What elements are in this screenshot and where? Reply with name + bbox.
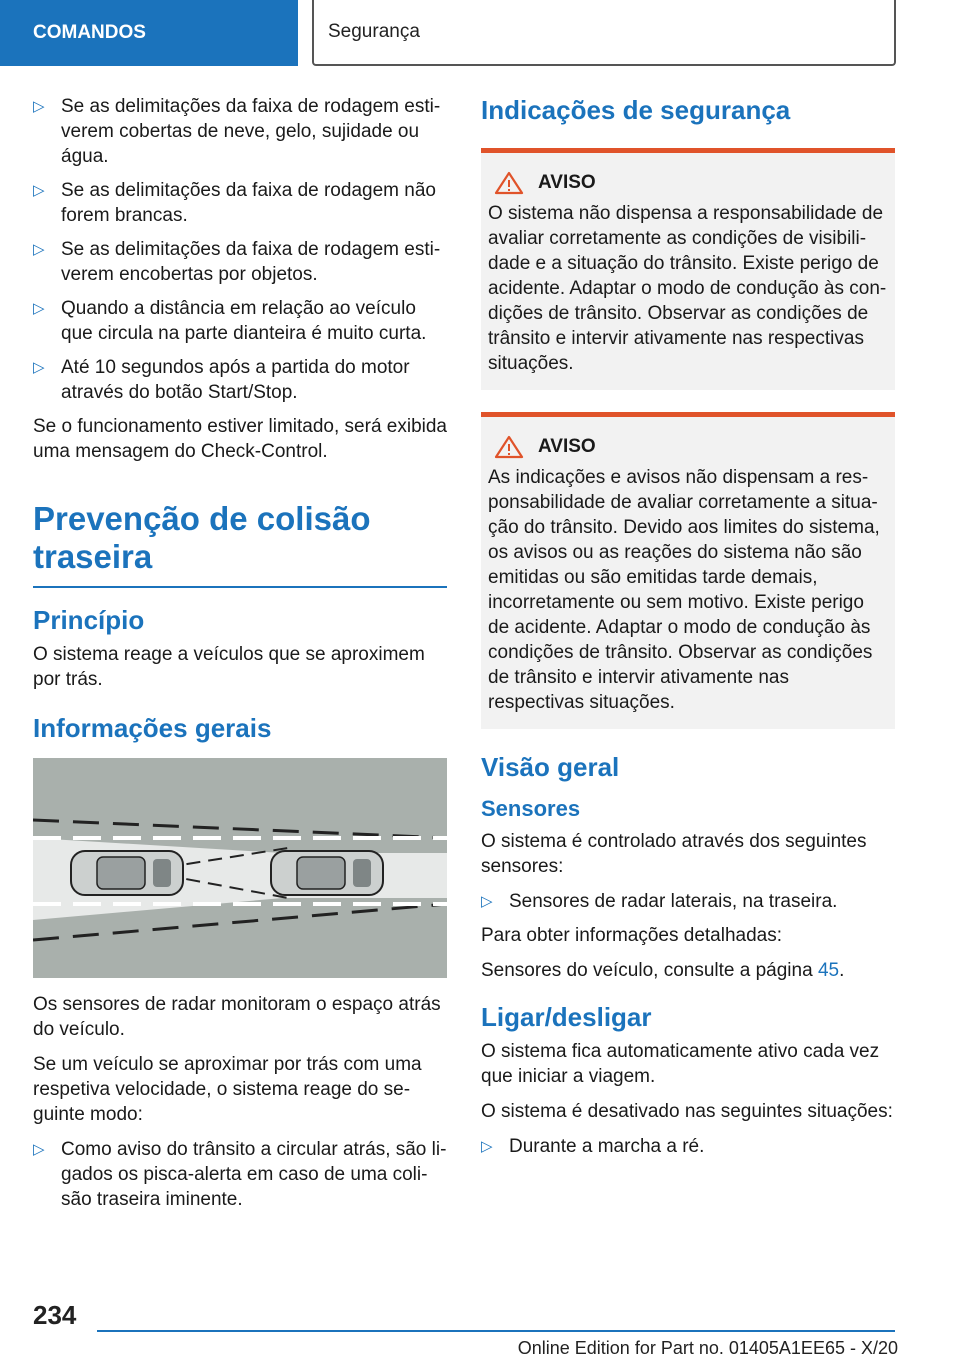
section-title: Prevenção de colisão traseira [33,500,371,575]
rear-car-icon [71,851,183,895]
heading-ligar-desligar: Ligar/desligar [481,1002,652,1032]
section-divider [33,586,447,588]
limitations-list [33,94,447,405]
radar-monitor-text: Os sensores de radar monitoram o espaço atrás do veículo. [33,994,441,1040]
right-column [481,94,895,1168]
detalhadas-text: Para obter informações detalhadas: [481,925,783,946]
triangle-bullet-icon: ▷ [33,182,45,199]
warning-text: As indicações e avisos não dispensam a responsabilidade de avaliar corretamente a situação do trânsito. Devido aos limites do sistema, os avisos ou as reações do sistema não são emitidas ou são emitidas tarde demais, incorretamente ou sem motivo. Existe perigo de acidente. Adaptar o modo de condução às condições de trânsito. Observar as condições de trânsito e intervir ativamente nas respectivas situações. [488,467,880,713]
heading-principio: Princípio [33,605,145,635]
warning-triangle-icon [494,435,524,459]
triangle-bullet-icon: ▷ [33,241,45,258]
triangle-bullet-icon: ▷ [33,1141,45,1158]
list-item: ▷ Quando a distância em relação ao veículo que circula na parte dianteira é muito curta. [33,298,427,344]
triangle-bullet-icon: ▷ [33,300,45,317]
triangle-bullet-icon: ▷ [33,98,45,115]
heading-informacoes-gerais: Informações gerais [33,713,272,743]
page-link[interactable]: 45 [817,960,840,981]
heading-sensores: Sensores [481,796,581,821]
warning-text: O sistema não dispensa a responsabilidade de avaliar corretamente as condições de visibilidade e a situação do trânsito. Existe perigo de acidente. Adaptar o modo de condução às condições de trânsito. Observar as condições de trânsito e intervir ativamente nas respectivas situações. [488,203,887,374]
sensores-text: O sistema é controlado através dos seguintes sensores: [481,831,867,877]
sensores-list [481,889,895,914]
heading-indicacoes: Indicações de segurança [481,95,791,125]
chapter-title: Segurança [328,21,420,42]
warning-box [481,148,895,390]
triangle-bullet-icon: ▷ [481,893,493,910]
deactivated-text: O sistema é desativado nas seguintes situações: [481,1101,893,1122]
warning-title: AVISO [538,172,596,193]
rear-collision-illustration [33,758,447,978]
reaction-list [33,1137,447,1212]
footer-divider [97,1330,895,1332]
section-tab-label: COMANDOS [33,22,146,43]
principio-text: O sistema reage a veículos que se aproximem por trás. [33,644,425,690]
page-number: 234 [33,1300,77,1330]
warning-box [481,412,895,729]
left-column [33,94,447,1221]
triangle-bullet-icon: ▷ [481,1138,493,1155]
list-item: ▷ Durante a marcha a ré. [481,1136,705,1157]
list-item: ▷ Se as delimitações da faixa de rodagem estiverem encobertas por objetos. [33,239,441,285]
auto-active-text: O sistema fica automaticamente ativo cada vez que iniciar a viagem. [481,1041,880,1087]
deactivated-list [481,1134,895,1159]
chapter-header [312,0,896,66]
list-item: ▷ Se as delimitações da faixa de rodagem não forem brancas. [33,180,436,226]
triangle-bullet-icon: ▷ [33,359,45,376]
limited-function-text: Se o funcionamento estiver limitado, será exibida uma mensagem do Check-Control. [33,416,448,462]
edition-text: Online Edition for Part no. 01405A1EE65 - X/20 [517,1338,898,1358]
list-item: ▷ Se as delimitações da faixa de rodagem estiverem cobertas de neve, gelo, sujidade ou água. [33,96,441,167]
approach-text: Se um veículo se aproximar por trás com uma respetiva velocidade, o sistema reage do seguinte modo: [33,1054,422,1125]
front-car-icon [271,851,383,895]
warning-title: AVISO [538,436,596,457]
consulte-text: Sensores do veículo, consulte a página 45. [481,960,845,981]
warning-triangle-icon [494,171,524,195]
list-item: ▷ Até 10 segundos após a partida do motor através do botão Start/Stop. [33,357,410,403]
heading-visao-geral: Visão geral [481,752,620,782]
list-item: ▷ Como aviso do trânsito a circular atrás, são ligados os pisca-alerta em caso de uma colisão traseira iminente. [33,1139,447,1210]
list-item: ▷ Sensores de radar laterais, na traseira. [481,891,838,912]
road-cars-svg [33,758,447,978]
section-tab [0,0,298,66]
